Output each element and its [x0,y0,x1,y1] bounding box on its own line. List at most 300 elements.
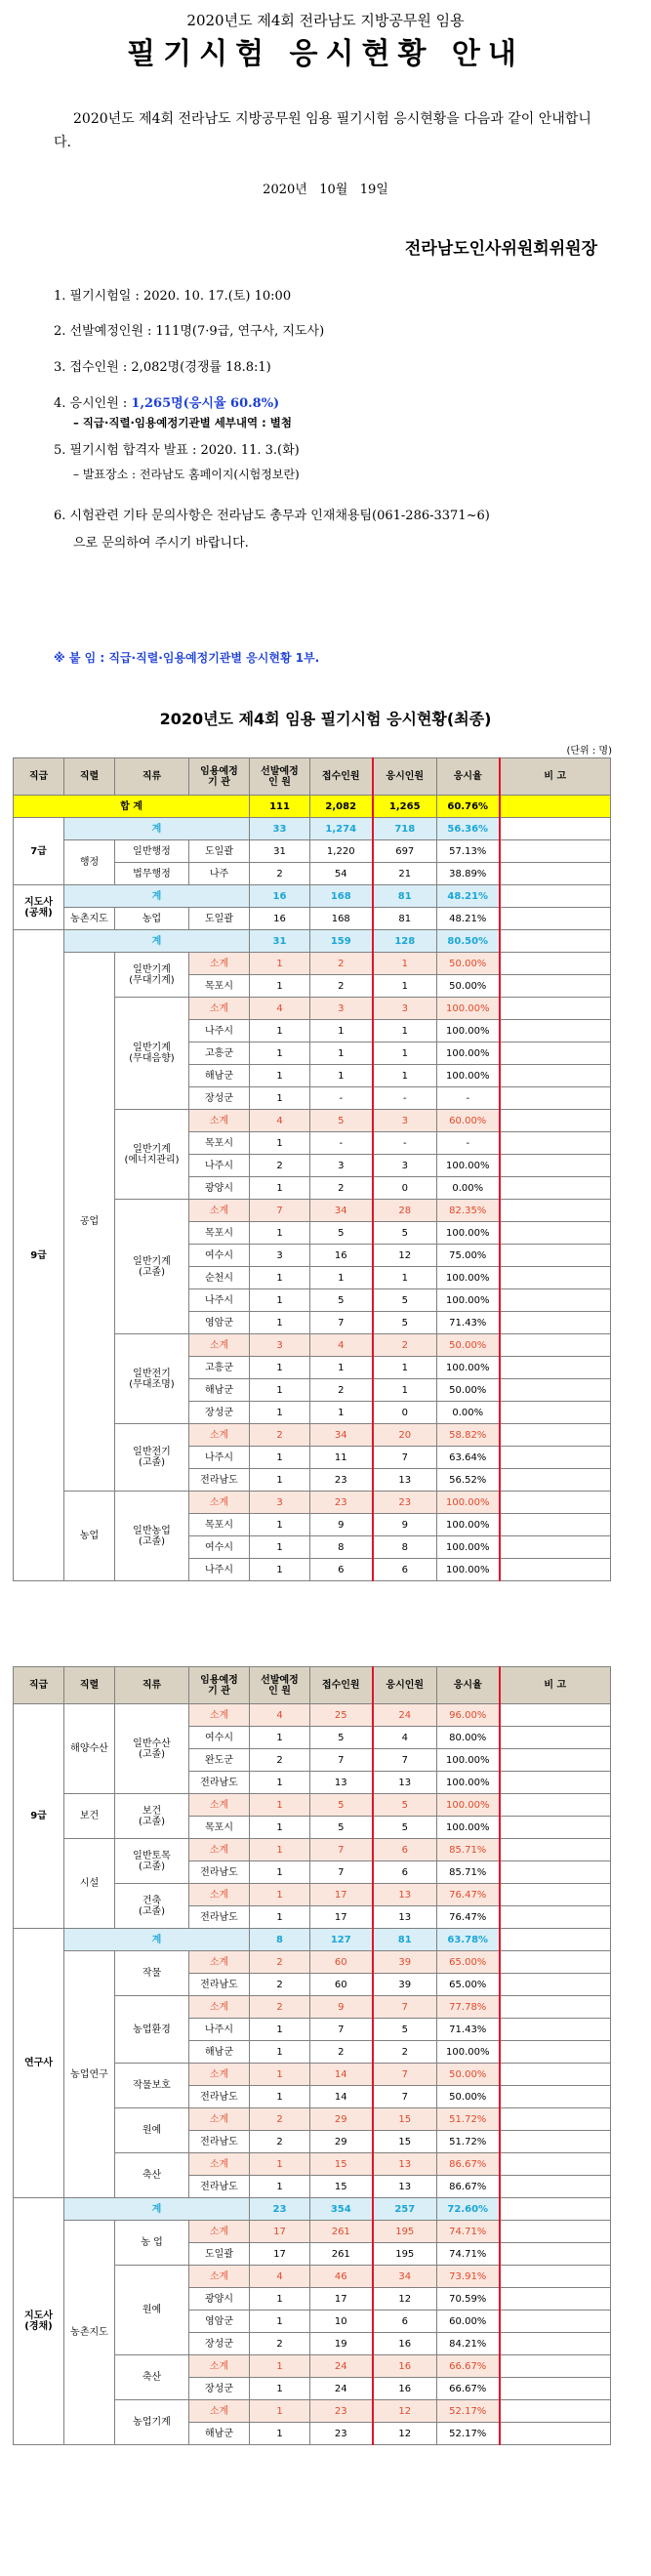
cell-selected: 1 [250,1839,310,1861]
cell-note [500,998,611,1020]
cell-rate: 77.78% [437,1996,500,2019]
cell-attended: 1 [373,1043,437,1065]
cell-applied: 9 [310,1996,373,2019]
group-label-admin: 행정 [64,840,115,885]
cell-rate: 65.00% [437,1974,500,1996]
cell-note [500,1817,611,1839]
cell-applied: 127 [310,1929,373,1951]
notice-item-5: 5. 필기시험 합격자 발표 : 2020. 11. 3.(화) [54,443,300,458]
cell-applied: 4 [310,1334,373,1357]
cell-rate: 0.00% [437,1402,500,1424]
cell-selected: 31 [250,840,310,863]
cell-rate: 73.91% [437,2266,500,2288]
cell-org: 고흥군 [189,1357,250,1379]
cell-selected: 1 [250,2064,310,2086]
cell-rate: 80.00% [437,1727,500,1749]
group-total-label: 계 [64,818,250,840]
cell-org: 소계 [189,2266,250,2288]
cell-selected: 16 [250,908,310,930]
cell-applied: 19 [310,2333,373,2355]
cell-note [500,2221,611,2243]
cell-note [500,2041,611,2064]
cell-org: 소계 [189,1839,250,1861]
notice-item-6-cont: 으로 문의하여 주시기 바랍니다. [73,536,249,551]
cell-attended: 0 [373,1177,437,1200]
cell-note [500,1469,611,1492]
cell-attended: 7 [373,1996,437,2019]
cell-org: 도일괄 [189,2243,250,2266]
cell-selected: 1 [250,1817,310,1839]
cell-rate: 50.00% [437,975,500,998]
cell-org: 나주시 [189,1289,250,1312]
cell-attended: 4 [373,1727,437,1749]
notice-signer: 전라남도인사위원회위원장 [404,239,597,259]
header-row [14,1667,611,1704]
cell-rate: 57.13% [437,840,500,863]
cell-applied: 54 [310,863,373,885]
cell-selected: 3 [250,1334,310,1357]
cell-applied: 3 [310,1155,373,1177]
cell-org: 나주시 [189,1020,250,1043]
cell-selected: 1 [250,2378,310,2400]
header-cell: 비 고 [500,758,611,796]
cell-org: 나주 [189,863,250,885]
cell-attended: 13 [373,2176,437,2198]
cell-applied: 10 [310,2310,373,2333]
cell-rate: 85.71% [437,1861,500,1884]
cell-attended: 16 [373,2333,437,2355]
cell-note [500,1996,611,2019]
cell-rate: 51.72% [437,2108,500,2131]
cell-selected: 1 [250,1514,310,1536]
cell-org: 소계 [189,2221,250,2243]
cell-note [500,1087,611,1110]
cell-note [500,2131,611,2153]
cell-rate: - [437,1132,500,1155]
cell-attended: 1 [373,1379,437,1402]
cell-note [500,1020,611,1043]
header-cell: 접수인원 [310,1667,373,1704]
group-total-row [14,1929,611,1951]
cell-attended: 2 [373,2041,437,2064]
cell-note [500,2333,611,2355]
cell-org: 나주시 [189,1155,250,1177]
cell-selected: 2 [250,1974,310,1996]
cell-applied: 1,274 [310,818,373,840]
group-total-row [14,818,611,840]
cell-selected: 1 [250,1289,310,1312]
cell-org: 목포시 [189,1514,250,1536]
group-label-law-admin: 법무행정 [115,863,189,885]
cell-note [500,1402,611,1424]
cell-attended: 39 [373,1974,437,1996]
cell-selected: 1 [250,1727,310,1749]
cell-note [500,1514,611,1536]
cell-org: 해남군 [189,1065,250,1087]
notice-item-4 [54,392,279,411]
cell-org: 여수시 [189,1536,250,1559]
cell-applied: 16 [310,1245,373,1267]
header-cell: 임용예정 기 관 [189,758,250,796]
header-cell: 직급 [14,1667,64,1704]
header-cell: 응시인원 [373,1667,437,1704]
group-total-label: 계 [64,2198,250,2221]
cell-rate: 50.00% [437,1334,500,1357]
cell-attended: 12 [373,2400,437,2423]
group-label-m3: 일반기계 (에너지관리) [115,1110,189,1200]
cell-attended: 5 [373,1817,437,1839]
group-label-g9: 9급 [14,930,64,1581]
group-label-crop-prot: 작물보호 [115,2064,189,2108]
cell-rate: 52.17% [437,2400,500,2423]
group-label-civil: 일반토목 (고졸) [115,1839,189,1884]
cell-org: 소계 [189,1334,250,1357]
cell-rate: 86.67% [437,2153,500,2176]
cell-applied: 354 [310,2198,373,2221]
cell-org: 고흥군 [189,1043,250,1065]
cell-note [500,2198,611,2221]
cell-rate: 66.67% [437,2355,500,2378]
cell-applied: 15 [310,2153,373,2176]
cell-applied: 2 [310,1379,373,1402]
cell-org: 소계 [189,1704,250,1727]
cell-attended: 24 [373,1704,437,1727]
header-cell: 접수인원 [310,758,373,796]
cell-applied: 1 [310,1357,373,1379]
cell-org: 소계 [189,1492,250,1514]
cell-selected: 1 [250,1357,310,1379]
cell-note [500,1110,611,1132]
cell-selected: 1 [250,2288,310,2310]
cell-rate: 52.17% [437,2423,500,2445]
cell-selected: 1 [250,1379,310,1402]
header-cell: 응시인원 [373,758,437,796]
cell-attended: 3 [373,998,437,1020]
cell-org: 소계 [189,1110,250,1132]
cell-selected: 23 [250,2198,310,2221]
cell-rate: 38.89% [437,863,500,885]
cell-org: 전라남도 [189,2086,250,2108]
subtotal-row [14,953,611,975]
cell-attended: 7 [373,1749,437,1772]
cell-applied: 34 [310,1200,373,1222]
cell-selected: 1 [250,2310,310,2333]
cell-applied: 5 [310,1289,373,1312]
cell-applied: 29 [310,2108,373,2131]
cell-applied: 13 [310,1772,373,1794]
cell-rate: 60.00% [437,1110,500,1132]
cell-attended: 128 [373,930,437,953]
subtotal-row [14,1951,611,1974]
cell-note [500,1357,611,1379]
cell-note [500,1559,611,1581]
cell-rate: 50.00% [437,1379,500,1402]
cell-note [500,1043,611,1065]
cell-note [500,1447,611,1469]
table-2-body [14,1704,611,2445]
cell-applied: 168 [310,885,373,908]
cell-note [500,2310,611,2333]
cell-note [500,2019,611,2041]
cell-attended: 34 [373,2266,437,2288]
cell-attended: 81 [373,1929,437,1951]
cell-org: 영암군 [189,2310,250,2333]
cell-attended: 16 [373,2378,437,2400]
cell-attended: 5 [373,1222,437,1245]
cell-org: 목포시 [189,975,250,998]
cell-attended: 6 [373,1559,437,1581]
cell-note [500,1334,611,1357]
cell-applied: - [310,1087,373,1110]
cell-attended: 20 [373,1424,437,1447]
cell-selected: 1 [250,2400,310,2423]
cell-note [500,2086,611,2108]
cell-applied: 8 [310,1536,373,1559]
cell-note [500,2400,611,2423]
notice-item-5-detail: – 발표장소 : 전라남도 홈페이지(시험정보란) [73,468,300,481]
subtotal-row [14,1794,611,1817]
cell-selected: 2 [250,2131,310,2153]
cell-rate: 100.00% [437,1794,500,1817]
cell-note [500,1906,611,1929]
cell-org: 소계 [189,1951,250,1974]
group-label-industry: 공업 [64,953,115,1492]
header-cell: 응시율 [437,758,500,796]
cell-org: 장성군 [189,2333,250,2355]
cell-org: 전라남도 [189,2131,250,2153]
cell-note [500,1222,611,1245]
cell-org: 장성군 [189,1402,250,1424]
cell-selected: 17 [250,2221,310,2243]
cell-note [500,1312,611,1334]
cell-note [500,1536,611,1559]
cell-org: 완도군 [189,1749,250,1772]
cell-selected: 1 [250,2176,310,2198]
cell-org: 소계 [189,2064,250,2086]
group-label-agri-mach: 농업기계 [115,2400,189,2445]
cell-selected: 4 [250,1704,310,1727]
group-label-gen-admin: 일반행정 [115,840,189,863]
cell-rate: 74.71% [437,2221,500,2243]
cell-attended: 257 [373,2198,437,2221]
cell-org: 해남군 [189,1379,250,1402]
cell-rate: 63.78% [437,1929,500,1951]
header-cell: 비 고 [500,1667,611,1704]
total-row [14,796,611,818]
cell-note [500,2355,611,2378]
cell-applied: 7 [310,1312,373,1334]
cell-applied: 60 [310,1951,373,1974]
cell-rate: 100.00% [437,1267,500,1289]
cell-applied: 168 [310,908,373,930]
cell-org: 전라남도 [189,1772,250,1794]
cell-selected: 8 [250,1929,310,1951]
subtotal-row [14,1492,611,1514]
cell-note [500,1065,611,1087]
cell-attended: 1 [373,1065,437,1087]
cell-attended: 12 [373,2423,437,2445]
cell-attended: 1,265 [373,796,437,818]
cell-attended: 1 [373,953,437,975]
cell-applied: 17 [310,2288,373,2310]
cell-applied: 25 [310,1704,373,1727]
cell-attended: 1 [373,1020,437,1043]
cell-org: 전라남도 [189,1469,250,1492]
cell-selected: 1 [250,1772,310,1794]
cell-applied: 1 [310,1402,373,1424]
cell-rate: 58.82% [437,1424,500,1447]
cell-rate: 100.00% [437,1559,500,1581]
cell-attended: 5 [373,1312,437,1334]
group-label-jidosa: 지도사 (공채) [14,885,64,930]
group-label-horti: 원예 [115,2108,189,2153]
group-total-row [14,885,611,908]
cell-selected: 1 [250,1861,310,1884]
cell-note [500,1772,611,1794]
cell-selected: 1 [250,1906,310,1929]
group-label-health-hs: 보건 (고졸) [115,1794,189,1839]
cell-note [500,863,611,885]
cell-applied: 2,082 [310,796,373,818]
cell-rate: 80.50% [437,930,500,953]
cell-note [500,1884,611,1906]
cell-attended: 6 [373,1839,437,1861]
cell-attended: 2 [373,1334,437,1357]
cell-selected: 4 [250,2266,310,2288]
cell-attended: 7 [373,1447,437,1469]
cell-applied: 3 [310,998,373,1020]
cell-attended: - [373,1132,437,1155]
cell-note [500,975,611,998]
group-label-arch: 건축 (고졸) [115,1884,189,1929]
cell-selected: 2 [250,2333,310,2355]
cell-selected: 111 [250,796,310,818]
cell-note [500,2243,611,2266]
total-label: 합 계 [14,796,250,818]
cell-note [500,1492,611,1514]
cell-applied: - [310,1132,373,1155]
notice-item-3: 3. 접수인원 : 2,082명(경쟁률 18.8:1) [54,360,271,375]
notice-intro: 2020년도 제4회 전라남도 지방공무원 임용 필기시험 응시현황을 다음과 같이 안내합니다. [54,111,591,150]
header-cell: 직류 [115,1667,189,1704]
group-label-rural: 농촌지도 [64,2221,115,2445]
cell-attended: 3 [373,1155,437,1177]
cell-rate: 82.35% [437,1200,500,1222]
cell-applied: 2 [310,1177,373,1200]
cell-note [500,818,611,840]
cell-selected: 1 [250,1469,310,1492]
cell-attended: 81 [373,908,437,930]
cell-selected: 1 [250,1559,310,1581]
cell-attended: 697 [373,840,437,863]
cell-rate: 50.00% [437,2064,500,2086]
cell-attended: 1 [373,1357,437,1379]
cell-rate: 96.00% [437,1704,500,1727]
cell-note [500,1132,611,1155]
cell-org: 장성군 [189,2378,250,2400]
cell-applied: 7 [310,1749,373,1772]
cell-applied: 23 [310,2400,373,2423]
cell-selected: 7 [250,1200,310,1222]
cell-selected: 2 [250,1155,310,1177]
cell-applied: 24 [310,2355,373,2378]
cell-applied: 23 [310,1469,373,1492]
cell-selected: 2 [250,1749,310,1772]
cell-applied: 7 [310,1839,373,1861]
cell-org: 도일괄 [189,840,250,863]
cell-note [500,1951,611,1974]
cell-rate: 100.00% [437,1357,500,1379]
cell-attended: 6 [373,2310,437,2333]
table-title: 2020년도 제4회 임용 필기시험 응시현황(최종) [159,710,492,728]
header-cell: 직급 [14,758,64,796]
notice-title: 필기시험 응시현황 안내 [127,37,524,71]
cell-rate: 75.00% [437,1245,500,1267]
cell-selected: 1 [250,1536,310,1559]
group-label-horti2: 원예 [115,2266,189,2355]
group-label-g7: 7급 [14,818,64,885]
cell-selected: 1 [250,1447,310,1469]
cell-rate: 100.00% [437,1492,500,1514]
header-row [14,758,611,796]
cell-applied: 29 [310,2131,373,2153]
cell-note [500,840,611,863]
cell-rate: 100.00% [437,2041,500,2064]
cell-attended: 8 [373,1536,437,1559]
cell-org: 소계 [189,1424,250,1447]
cell-org: 전라남도 [189,1861,250,1884]
group-label-agri: 농 업 [115,2221,189,2266]
cell-attended: 15 [373,2131,437,2153]
cell-selected: 1 [250,2086,310,2108]
group-label-livestock2: 축산 [115,2355,189,2400]
subtotal-row [14,1704,611,1727]
cell-rate: 60.76% [437,796,500,818]
group-label-livestock: 축산 [115,2153,189,2198]
cell-applied: 24 [310,2378,373,2400]
results-table-1 [13,757,611,1581]
unit-note: (단위 : 명) [566,746,612,756]
cell-applied: 1 [310,1020,373,1043]
cell-org: 나주시 [189,1559,250,1581]
cell-applied: 23 [310,1492,373,1514]
cell-applied: 2 [310,975,373,998]
cell-selected: 4 [250,1110,310,1132]
group-label-agri-res: 농업연구 [64,1951,115,2198]
cell-rate: 50.00% [437,953,500,975]
cell-rate: 60.00% [437,2310,500,2333]
cell-selected: 1 [250,1402,310,1424]
cell-attended: 195 [373,2243,437,2266]
cell-attended: 13 [373,1469,437,1492]
cell-applied: 7 [310,1861,373,1884]
notice-item-2: 2. 선발예정인원 : 111명(7·9급, 연구사, 지도사) [54,324,325,339]
results-table-2 [13,1666,611,2445]
cell-note [500,1749,611,1772]
cell-rate: 100.00% [437,1514,500,1536]
cell-attended: 5 [373,1289,437,1312]
cell-selected: 3 [250,1492,310,1514]
cell-org: 여수시 [189,1245,250,1267]
table-row [14,840,611,863]
cell-rate: 51.72% [437,2131,500,2153]
cell-attended: 3 [373,1110,437,1132]
cell-note [500,1379,611,1402]
cell-org: 소계 [189,1794,250,1817]
cell-org: 목포시 [189,1132,250,1155]
cell-org: 목포시 [189,1222,250,1245]
group-total-label: 계 [64,885,250,908]
